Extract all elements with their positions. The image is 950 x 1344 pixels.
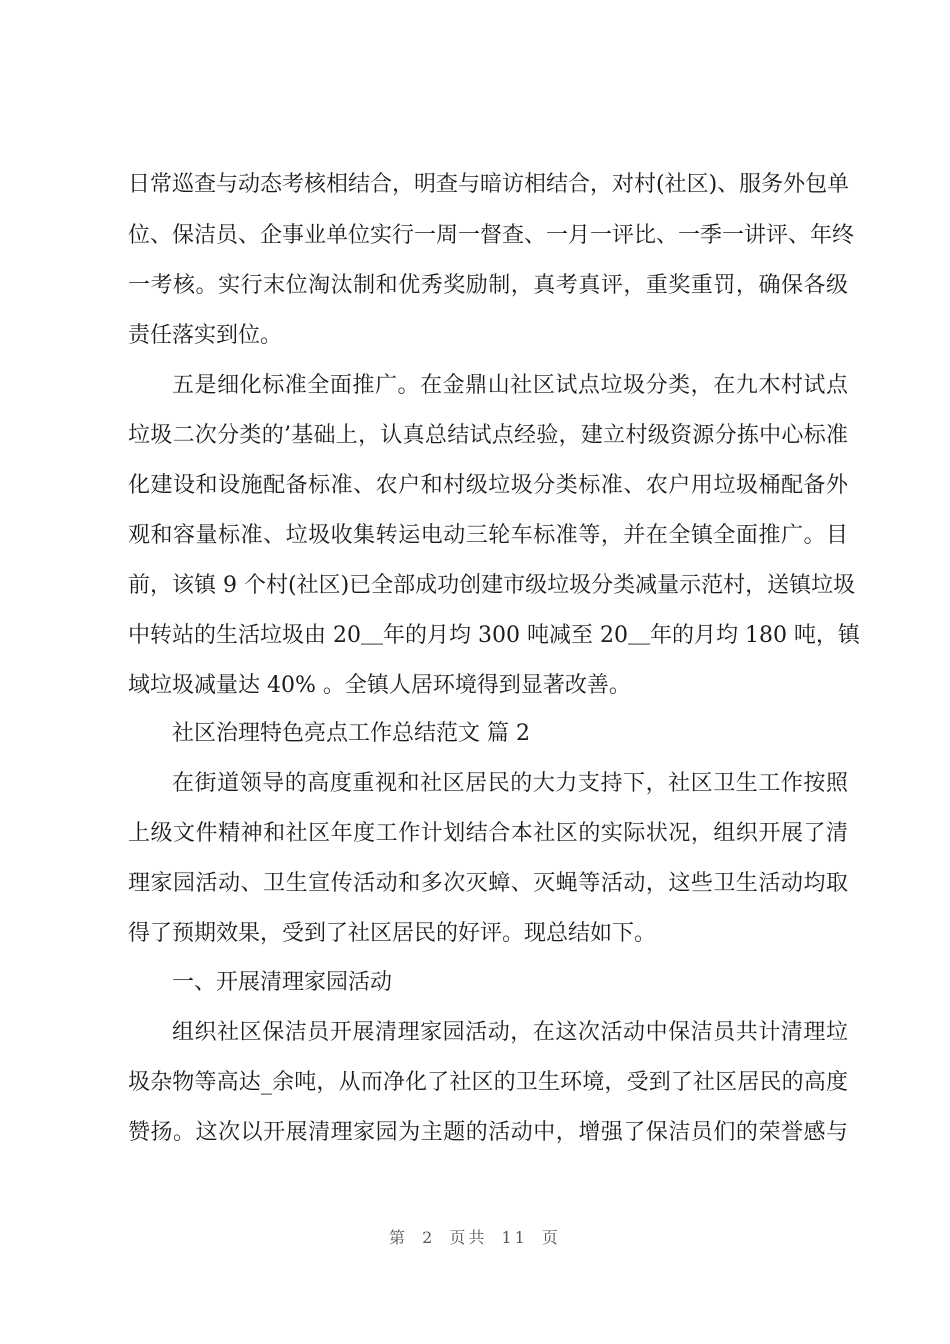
paragraph-line: 圾杂物等高达_余吨，从而净化了社区的卫生环境，受到了社区居民的高度: [128, 1070, 848, 1095]
paragraph-line: 前，该镇 9 个村(社区)已全部成功创建市级垃圾分类减量示范村，送镇垃圾: [128, 573, 856, 598]
paragraph-line: 五是细化标准全面推广。在金鼎山社区试点垃圾分类，在九木村试点: [172, 373, 848, 398]
paragraph-line: 观和容量标准、垃圾收集转运电动三轮车标准等，并在全镇全面推广。目: [128, 523, 848, 548]
paragraph-line: 化建设和设施配备标准、农户和村级垃圾分类标准、农户用垃圾桶配备外: [128, 473, 848, 498]
paragraph-line: 得了预期效果，受到了社区居民的好评。现总结如下。: [128, 921, 657, 946]
section-heading: 社区治理特色亮点工作总结范文 篇 2: [172, 721, 530, 746]
paragraph-line: 赞扬。这次以开展清理家园为主题的活动中，增强了保洁员们的荣誉感与: [128, 1120, 848, 1145]
paragraph-line: 垃圾二次分类的’基础上，认真总结试点经验，建立村级资源分拣中心标准: [128, 423, 848, 448]
paragraph-line: 一考核。实行末位淘汰制和优秀奖励制，真考真评，重奖重罚，确保各级: [128, 273, 848, 298]
paragraph-line: 组织社区保洁员开展清理家园活动，在这次活动中保洁员共计清理垃: [172, 1020, 848, 1045]
paragraph-line: 上级文件精神和社区年度工作计划结合本社区的实际状况，组织开展了清: [128, 821, 848, 846]
paragraph-line: 位、保洁员、企事业单位实行一周一督查、一月一评比、一季一讲评、年终: [128, 223, 855, 248]
paragraph-line: 责任落实到位。: [128, 323, 283, 348]
paragraph-line: 在街道领导的高度重视和社区居民的大力支持下，社区卫生工作按照: [172, 771, 848, 796]
paragraph-line: 理家园活动、卫生宣传活动和多次灭蟑、灭蝇等活动，这些卫生活动均取: [128, 871, 848, 896]
paragraph-line: 日常巡查与动态考核相结合，明查与暗访相结合，对村(社区)、服务外包单: [128, 172, 850, 197]
paragraph-line: 域垃圾减量达 40% 。全镇人居环境得到显著改善。: [128, 673, 631, 698]
subsection-heading: 一、开展清理家园活动: [172, 970, 393, 995]
page-number-footer: 第 2 页共 11 页: [389, 1228, 561, 1247]
paragraph-line: 中转站的生活垃圾由 20＿年的月均 300 吨减至 20＿年的月均 180 吨，镇: [128, 623, 860, 648]
